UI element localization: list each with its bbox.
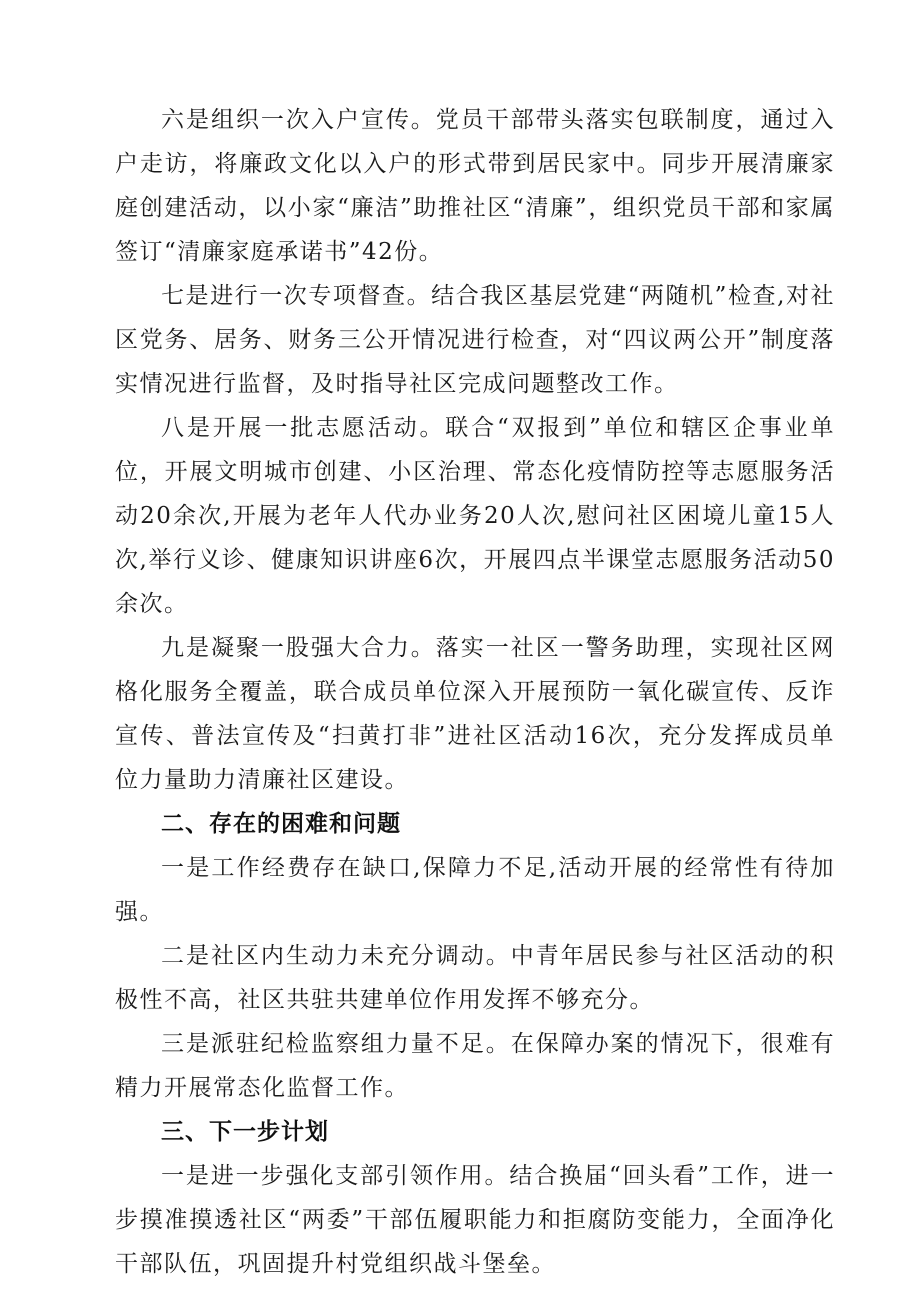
document-body xyxy=(115,98,835,1286)
section-heading-next-steps: 三、下一步计划 xyxy=(161,1119,329,1145)
paragraph-problem-one-funding: 一是工作经费存在缺口,保障力不足,活动开展的经常性有待加强。 xyxy=(115,855,835,925)
paragraph-problem-three-supervision: 三是派驻纪检监察组力量不足。在保障办案的情况下，很难有精力开展常态化监督工作。 xyxy=(115,1031,835,1101)
paragraph-nine-joint-effort: 九是凝聚一股强大合力。落实一社区一警务助理，实现社区网格化服务全覆盖，联合成员单位深入开展预防一氧化碳宣传、反诈宣传、普法宣传及“扫黄打非”进社区活动16次，充分发挥成员单位力量助力清廉社区建设。 xyxy=(115,635,835,793)
paragraph-seven-special-inspection: 七是进行一次专项督查。结合我区基层党建“两随机”检查,对社区党务、居务、财务三公开情况进行检查，对“四议两公开”制度落实情况进行监督，及时指导社区完成问题整改工作。 xyxy=(115,283,835,397)
paragraph-plan-one-leadership: 一是进一步强化支部引领作用。结合换届“回头看”工作，进一步摸准摸透社区“两委”干部伍履职能力和拒腐防变能力，全面净化干部队伍，巩固提升村党组织战斗堡垒。 xyxy=(115,1163,835,1277)
section-heading-difficulties: 二、存在的困难和问题 xyxy=(161,811,401,837)
paragraph-six-household-outreach: 六是组织一次入户宣传。党员干部带头落实包联制度，通过入户走访，将廉政文化以入户的形式带到居民家中。同步开展清廉家庭创建活动，以小家“廉洁”助推社区“清廉”，组织党员干部和家属签订“清廉家庭承诺书”42份。 xyxy=(115,107,835,265)
paragraph-eight-volunteer-activities: 八是开展一批志愿活动。联合“双报到”单位和辖区企事业单位，开展文明城市创建、小区治理、常态化疫情防控等志愿服务活动20余次,开展为老年人代办业务20人次,慰问社区困境儿童15人次,举行义诊、健康知识讲座6次，开展四点半课堂志愿服务活动50余次。 xyxy=(115,415,835,617)
paragraph-problem-two-motivation: 二是社区内生动力未充分调动。中青年居民参与社区活动的积极性不高，社区共驻共建单位作用发挥不够充分。 xyxy=(115,943,835,1013)
